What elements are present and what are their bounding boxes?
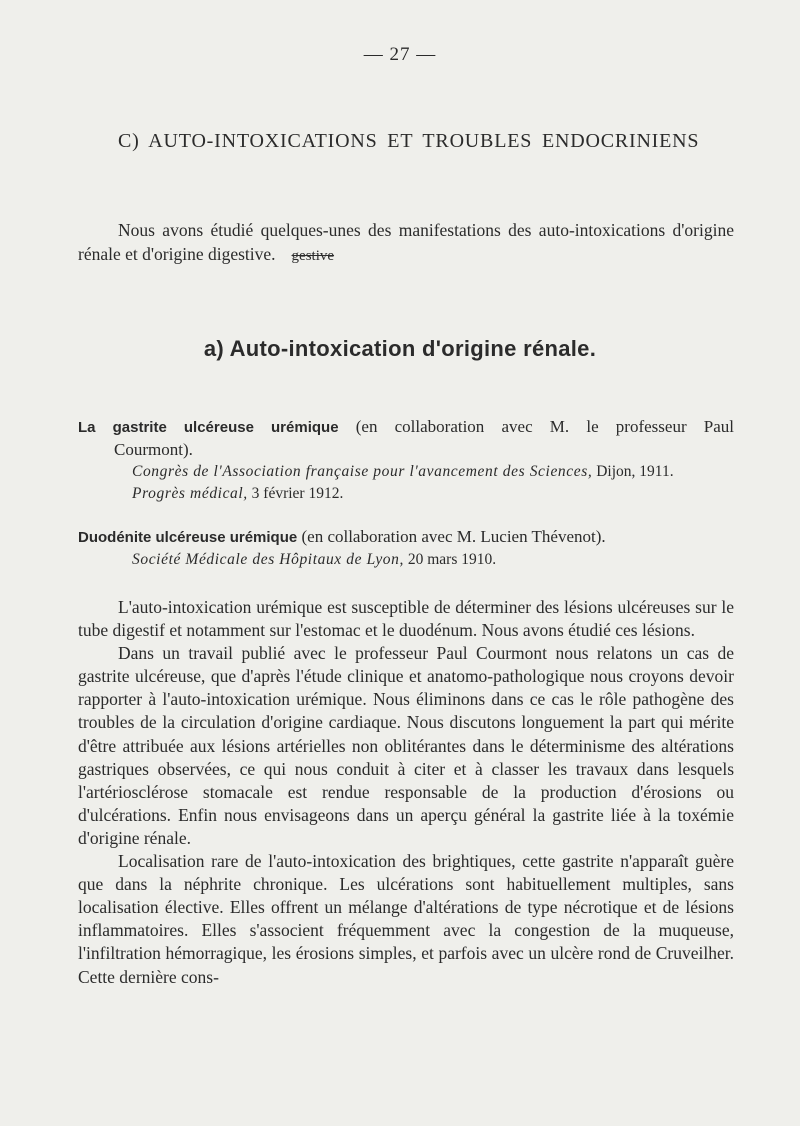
reference-title: La gastrite ulcéreuse urémique — [78, 419, 339, 436]
reference-title-line — [78, 416, 734, 439]
reference-collaboration: (en collaboration avec M. le professeur Paul — [355, 417, 735, 436]
body-paragraph: Localisation rare de l'auto-intoxication des brightiques, cette gastrite n'apparaît guère que dans la néphrite chronique. Les ulcérations sont habituellement multiples, sans localisation élective. Elles offrent un mélange d'altérations de type nécrotique et de lésions inflammatoires. Elles s'associent fréquemment avec la congestion de la muqueuse, l'infiltration hémorragique, les érosions simples, et parfois avec un ulcère rond de Cruveilher. Cette dernière cons- — [78, 851, 734, 987]
reference-title-line — [78, 526, 734, 549]
body-text — [78, 596, 734, 989]
intro-paragraph — [78, 218, 734, 268]
reference-title-continuation: Courmont). — [114, 440, 193, 459]
page-number: — 27 — — [363, 44, 437, 65]
body-paragraph: Dans un travail publié avec le professeur Paul Courmont nous relatons un cas de gastrite ulcéreuse, que d'après l'étude clinique et anatomo-pathologique nous croyons devoir rapporter à l'auto-intoxication urémique. Nous éliminons dans ce cas le rôle pathogène des troubles de la circulation d'origine cardiaque. Nous discutons longuement la part qui mérite d'être attribuée aux lésions artérielles non oblitérantes dans le déterminisme des altérations gastriques observées, ce qui nous conduit à citer et à classer les travaux dans lesquels l'artériosclérose stomacale est rendue responsable de la production d'érosions ou d'ulcérations. Enfin nous envisageons dans un aperçu général la gastrite liée à la toxémie d'origine rénale. — [78, 643, 734, 848]
reference-title: Duodénite ulcéreuse urémique — [78, 529, 298, 546]
source-journal: Société Médicale des Hôpitaux de Lyon, — [132, 551, 404, 568]
struck-word: gestive — [291, 248, 335, 264]
reference-source — [78, 461, 734, 483]
reference-entry — [78, 416, 734, 505]
reference-entry — [78, 526, 734, 571]
reference-source — [78, 549, 734, 571]
source-journal: Progrès médical, — [132, 485, 248, 502]
reference-source — [78, 483, 734, 505]
subsection-title: a) Auto-intoxication d'origine rénale. — [203, 336, 597, 361]
intro-text: Nous avons étudié quelques-unes des manifestations des auto-intoxications d'origine rénale et d'origine digestive. — [78, 220, 734, 264]
source-date: 20 mars 1910. — [407, 551, 497, 568]
source-date: 3 février 1912. — [251, 485, 344, 502]
source-date: Dijon, 1911. — [596, 463, 674, 480]
reference-collaboration: (en collaboration avec M. Lucien Thévenot). — [301, 527, 606, 546]
section-title: C) AUTO-INTOXICATIONS ET TROUBLES ENDOCRINIENS — [118, 130, 700, 152]
body-paragraph: L'auto-intoxication urémique est susceptible de déterminer des lésions ulcéreuses sur le tube digestif et notamment sur l'estomac et le duodénum. Nous avons étudié ces lésions. — [78, 597, 734, 641]
source-journal: Congrès de l'Association française pour l'avancement des Sciences, — [132, 463, 593, 480]
